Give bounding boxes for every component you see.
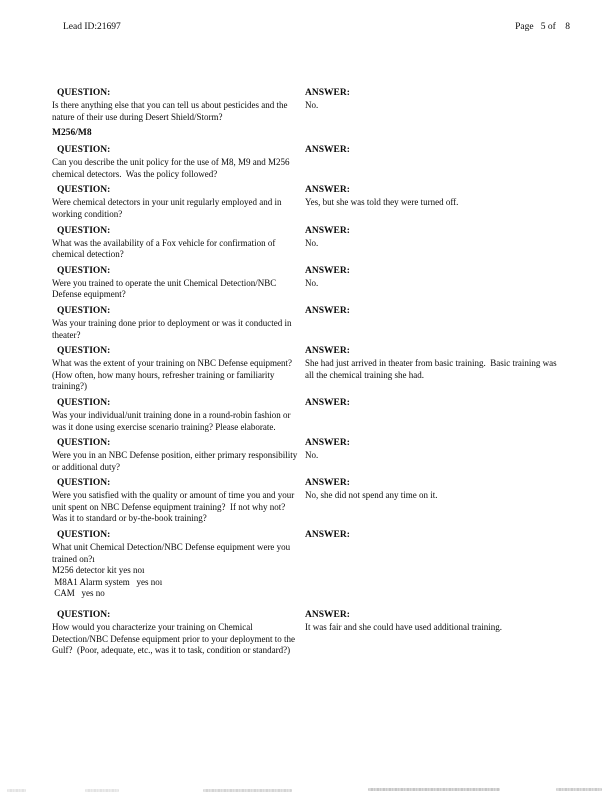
qa-row: [52, 609, 574, 657]
answer-text: No.: [305, 100, 319, 110]
answer-label: ANSWER:: [305, 225, 350, 236]
question-text: Is there anything else that you can tell us about pesticides and the nature of their use during Desert Shield/Storm?: [52, 100, 290, 122]
question-column: [52, 529, 305, 600]
answer-label: ANSWER:: [305, 346, 350, 357]
question-column: [52, 225, 305, 261]
answer-text: No.: [305, 237, 319, 248]
question-label: QUESTION:: [57, 305, 111, 316]
question-text: Can you describe the unit policy for the use of M8, M9 and M256 chemical detectors. Was the policy followed?: [52, 157, 292, 179]
question-text: Were you trained to operate the unit Chemical Detection/NBC Defense equipment?: [52, 277, 279, 300]
checklist-line: M8A1 Alarm system yes noı: [52, 576, 163, 587]
answer-label: ANSWER:: [305, 610, 350, 621]
question-column: [52, 87, 305, 123]
qa-block: [52, 345, 574, 393]
question-column: [52, 305, 305, 341]
qa-block: [52, 184, 574, 220]
question-label: QUESTION:: [57, 610, 111, 621]
answer-label: ANSWER:: [305, 265, 350, 276]
answer-label: ANSWER:: [305, 305, 350, 316]
answer-text: No.: [305, 277, 319, 288]
answer-label: ANSWER:: [305, 185, 350, 196]
page-number: Page 5 of 8: [515, 22, 570, 32]
question-label: QUESTION:: [57, 346, 111, 357]
question-column: [52, 265, 305, 301]
question-text: How would you characterize your training on Chemical Detection/NBC Defense equipment prior to your deployment to the Gulf? (Poor, adequate, etc., was it to task, condition or standard?): [52, 622, 298, 656]
qa-row: [52, 477, 574, 525]
question-text: Were you satisfied with the quality or amount of time you and your unit spent on NBC Defense equipment training? If not why not? Was it to standard or by-the-book training?: [52, 490, 297, 524]
qa-row: [52, 225, 574, 261]
qa-row: [52, 265, 574, 301]
question-column: [52, 397, 305, 433]
checklist-line: CAM yes no: [52, 588, 105, 599]
qa-block: [52, 144, 574, 180]
answer-text: She had just arrived in theater from basic training. Basic training was all the chemical training she had.: [305, 358, 559, 380]
qa-block: [52, 265, 574, 301]
answer-column: [305, 305, 567, 318]
qa-block: [52, 225, 574, 261]
question-label: QUESTION:: [57, 88, 111, 98]
qa-block: [52, 87, 574, 123]
answer-label: ANSWER:: [305, 478, 350, 489]
answer-column: [305, 184, 567, 209]
qa-row: [52, 397, 574, 433]
question-text: What unit Chemical Detection/NBC Defense equipment were you trained on?ı: [52, 542, 293, 564]
answer-column: [305, 529, 567, 542]
qa-block: [52, 529, 574, 600]
answer-column: [305, 345, 567, 381]
answer-column: [305, 144, 567, 157]
question-column: [52, 144, 305, 180]
question-label: QUESTION:: [57, 185, 111, 196]
qa-row: [52, 87, 574, 123]
qa-row: [52, 305, 574, 341]
qa-block: [52, 477, 574, 525]
qa-row: [52, 345, 574, 393]
qa-row: [52, 437, 574, 473]
question-column: [52, 437, 305, 473]
answer-text: Yes, but she was told they were turned off.: [305, 197, 459, 208]
section-header: M256/M8: [52, 128, 92, 139]
question-text: Was your training done prior to deployment or was it conducted in theater?: [52, 317, 294, 340]
question-label: QUESTION:: [57, 397, 111, 408]
qa-block: [52, 609, 574, 657]
scan-artifact: [556, 788, 602, 791]
answer-column: [305, 225, 567, 250]
question-column: [52, 477, 305, 525]
answer-column: [305, 609, 567, 634]
question-label: QUESTION:: [57, 438, 111, 449]
scan-artifact: [368, 788, 500, 791]
answer-label: ANSWER:: [305, 438, 350, 449]
qa-row: [52, 144, 574, 180]
lead-id: Lead ID:21697: [63, 22, 121, 32]
answer-column: [305, 397, 567, 410]
question-label: QUESTION:: [57, 478, 111, 489]
question-text: Was your individual/unit training done in a round-robin fashion or was it done using exercise scenario training? Please elaborate.: [52, 409, 293, 432]
qa-block: [52, 305, 574, 341]
question-label: QUESTION:: [57, 265, 111, 276]
answer-label: ANSWER:: [305, 145, 350, 156]
question-label: QUESTION:: [57, 225, 111, 236]
qa-row: [52, 529, 574, 600]
answer-text: It was fair and she could have used additional training.: [305, 622, 502, 633]
checklist-line: M256 detector kit yes noı: [52, 565, 145, 576]
question-label: QUESTION:: [57, 145, 111, 156]
qa-block: [52, 437, 574, 473]
qa-row: [52, 184, 574, 220]
question-column: [52, 184, 305, 220]
question-text: Were you in an NBC Defense position, either primary responsibility or additional duty?: [52, 450, 300, 472]
answer-text: No.: [305, 450, 319, 461]
answer-label: ANSWER:: [305, 530, 350, 541]
qa-content: [52, 87, 574, 661]
question-text: Were chemical detectors in your unit regularly employed and in working condition?: [52, 197, 284, 219]
question-text: What was the availability of a Fox vehicle for confirmation of chemical detection?: [52, 237, 278, 260]
question-label: QUESTION:: [57, 530, 111, 541]
answer-column: [305, 265, 567, 290]
answer-column: [305, 87, 567, 112]
answer-column: [305, 477, 567, 502]
question-column: [52, 609, 305, 657]
answer-label: ANSWER:: [305, 397, 350, 408]
answer-text: No, she did not spend any time on it.: [305, 490, 438, 501]
answer-column: [305, 437, 567, 462]
answer-label: ANSWER:: [305, 88, 350, 98]
question-text: What was the extent of your training on NBC Defense equipment? (How often, how many hours, refresher training or familiarity training?): [52, 358, 297, 392]
qa-block: [52, 397, 574, 433]
question-column: [52, 345, 305, 393]
